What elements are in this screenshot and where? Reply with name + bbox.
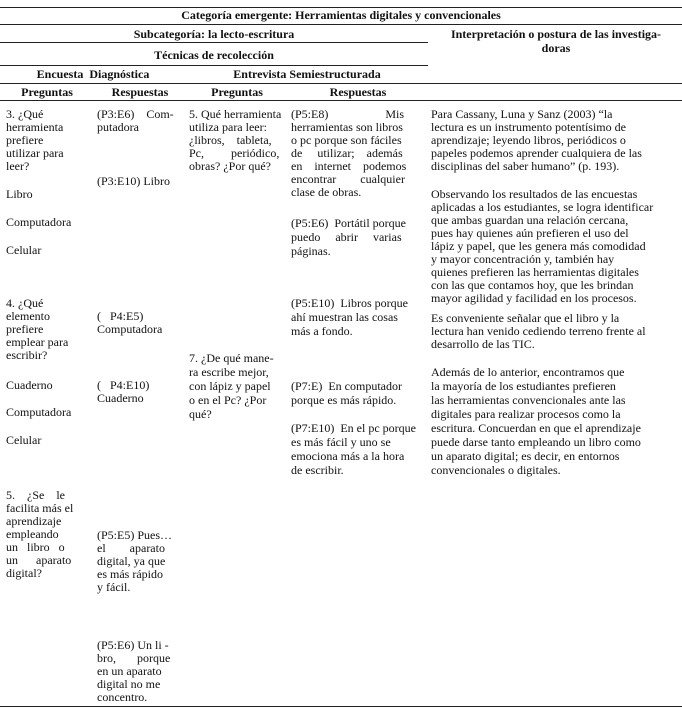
ia3-line: (P5:E10) Libros porque [291, 296, 408, 310]
sa6-line: digital no me [97, 677, 161, 691]
title-rule [0, 24, 682, 25]
ip3-line: puede darse tanto empleando un libro como [431, 435, 641, 449]
iq5-line: ¿libros, tableta, [189, 133, 272, 147]
iq7-line: o en el Pc? ¿Por [189, 393, 267, 407]
table-title: Categoría emergente: Herramientas digitales y convencionales [181, 8, 501, 22]
ip2-line: y mayor concentración y, también hay [431, 252, 615, 266]
sa1-line: (P3:E6) Com- [97, 107, 174, 121]
ia2-line: páginas. [291, 244, 331, 258]
subcategory-rule [0, 42, 428, 43]
ia2-line: (P5:E6) Portátil porque [291, 216, 406, 230]
ip3-line: Además de lo anterior, encontramos que [431, 365, 625, 379]
iq7-line: 7. ¿De qué mane- [189, 351, 274, 365]
survey-header: Encuesta Diagnóstica [36, 67, 150, 81]
ip2-line: quienes prefieren las herramientas digitales [431, 265, 639, 279]
ia1-line: en internet podemos [291, 159, 407, 173]
iq5-line: utiliza para leer: [189, 120, 267, 134]
ip2-line: Observando los resultados de las encuestas [431, 187, 638, 201]
q4-line: elemento [6, 309, 50, 323]
ia5-line: (P7:E10) En el pc porque [291, 421, 416, 435]
col-preguntas-interview: Preguntas [211, 85, 263, 99]
q4-option-celular: Celular [6, 433, 42, 447]
iq7-line: con lápiz y papel [189, 379, 271, 393]
q5-line: digital? [6, 566, 42, 580]
ip1-line: disciplinas del saber humano” (p. 193). [431, 159, 620, 173]
interview-answer-4-line1: (P7:E) En computador [291, 379, 402, 393]
q5-line: un aparato [6, 553, 72, 567]
col-respuestas-survey: Respuestas [111, 85, 169, 99]
sa3-line: ( P4:E5) [97, 309, 144, 323]
ia1-line: (P5:E8) Mis [291, 107, 405, 121]
ip2-line: pues hay quienes aún prefieren el uso del [431, 226, 629, 240]
q3-line: 3. ¿Qué [6, 107, 44, 121]
ia3-line: más a fondo. [291, 324, 353, 338]
ip1-line: lectura es un instrumento potentísimo de [431, 120, 626, 134]
ia1-line: clase de obras. [291, 185, 362, 199]
ip1-line: aprendizaje; leyendo libros, periódicos o [431, 133, 626, 147]
q4-option-computadora: Computadora [6, 405, 72, 419]
q5-line: un libro o [6, 540, 65, 554]
ip2-line: con las que contamos hoy, que les brindan [431, 278, 634, 292]
ia3-line: ahí muestran las cosas [291, 310, 398, 324]
ip1-line: papeles podemos aprender cualquiera de las [431, 146, 642, 160]
ip3-line: digitales para realizar procesos como la [431, 407, 621, 421]
subcategory-header: Subcategoría: la lecto-escritura [133, 27, 295, 41]
sa5-line: el aparato [97, 541, 165, 555]
ia5-line: emociona más a la hora [291, 449, 405, 463]
q3-option-celular: Celular [6, 243, 42, 257]
q3-line: herramienta [6, 120, 64, 134]
ia1-line: herramientas son libros [291, 120, 403, 134]
q3-line: leer? [6, 159, 30, 173]
ip3-line: las herramientas convencionales ante las [431, 393, 626, 407]
sa1-line: putadora [97, 120, 139, 134]
interview-header: Entrevista Semiestructurada [233, 67, 381, 81]
columns-rule [0, 100, 682, 101]
col-preguntas-survey: Preguntas [21, 85, 73, 99]
iq5-line: 5. Qué herramienta [189, 107, 282, 121]
q4-line: escribir? [6, 348, 48, 362]
ip3-line: convencionales o digitales. [431, 463, 561, 477]
iq5-line: obras? ¿Por qué? [189, 159, 271, 173]
sa4-line: Cuaderno [97, 391, 144, 405]
techniques-rule [0, 65, 428, 66]
q3-line: prefiere [6, 133, 44, 147]
sa5-line: y fácil. [97, 580, 131, 594]
ip2-line: Es conveniente señalar que el libro y la [431, 311, 620, 325]
ip3-line: escritura. Concuerdan en que el aprendizaje [431, 421, 641, 435]
q5-line: empleando [6, 527, 59, 541]
instruments-rule [0, 83, 682, 84]
ip1-line: Para Cassany, Luna y Sanz (2003) “la [431, 107, 613, 121]
ia5-line: de escribir. [291, 463, 344, 477]
sa5-line: es más rápido [97, 567, 163, 581]
iq7-line: qué? [189, 407, 212, 421]
ia1-line: o pc porque son fáciles [291, 133, 402, 147]
col-respuestas-interview: Respuestas [329, 85, 387, 99]
q5-line: facilita más el [6, 501, 74, 515]
ip2-line: lápiz y papel, que les genera más comodidad [431, 239, 646, 253]
q3-option-computadora: Computadora [6, 215, 72, 229]
sa3-line: Computadora [97, 322, 163, 336]
interpretation-header-line1: Interpretación o postura de las investiga- [450, 27, 662, 41]
q4-line: prefiere [6, 322, 44, 336]
ip3-line: la mayoría de los estudiantes prefieren [431, 379, 616, 393]
q5-line: aprendizaje [6, 514, 62, 528]
ip2-line: mayor agilidad y facilidad en los procesos. [431, 291, 637, 305]
sa6-line: concentro. [97, 690, 148, 704]
ia5-line: es más fácil y uno se [291, 435, 391, 449]
ip2-line: lectura han venido cediendo terreno frente al [431, 324, 646, 338]
q4-line: 4. ¿Qué [6, 296, 44, 310]
q5-line: 5. ¿Se le [6, 488, 65, 502]
iq5-line: Pc, periódico, [189, 146, 280, 160]
ip2-line: que ambas guardan una relación cercana, [431, 213, 629, 227]
iq7-line: ra escribe mejor, [189, 365, 269, 379]
sa6-line: bro, porque [97, 651, 171, 665]
q3-option-libro: Libro [6, 187, 33, 201]
ip2-line: aplicadas a los estudiantes, se logra identificar [431, 200, 654, 214]
sa4-line: ( P4:E10) [97, 378, 150, 392]
q3-line: utilizar para [6, 146, 64, 160]
techniques-header: Técnicas de recolección [154, 48, 274, 62]
ip2-line: desarrollo de las TIC. [431, 337, 535, 351]
q4-line: emplear para [6, 335, 69, 349]
sa6-line: (P5:E6) Un li - [97, 638, 169, 652]
ia2-line: puedo abrir varias [291, 230, 402, 244]
sa6-line: en un aparato [97, 664, 162, 678]
sa5-line: (P5:E5) Pues… [97, 528, 172, 542]
q4-option-cuaderno: Cuaderno [6, 378, 53, 392]
ip3-line: un aparato digital; es decir, en entornos [431, 449, 620, 463]
ia1-line: encontrar cualquier [291, 172, 405, 186]
interview-answer-4-line2: porque es más rápido. [291, 393, 397, 407]
table-bottom-rule [0, 706, 682, 707]
sa5-line: digital, ya que [97, 554, 166, 568]
interpretation-header-line2: doras [541, 41, 571, 55]
ia1-line: de utilizar; además [291, 146, 403, 160]
survey-answer-2: (P3:E10) Libro [97, 174, 170, 188]
